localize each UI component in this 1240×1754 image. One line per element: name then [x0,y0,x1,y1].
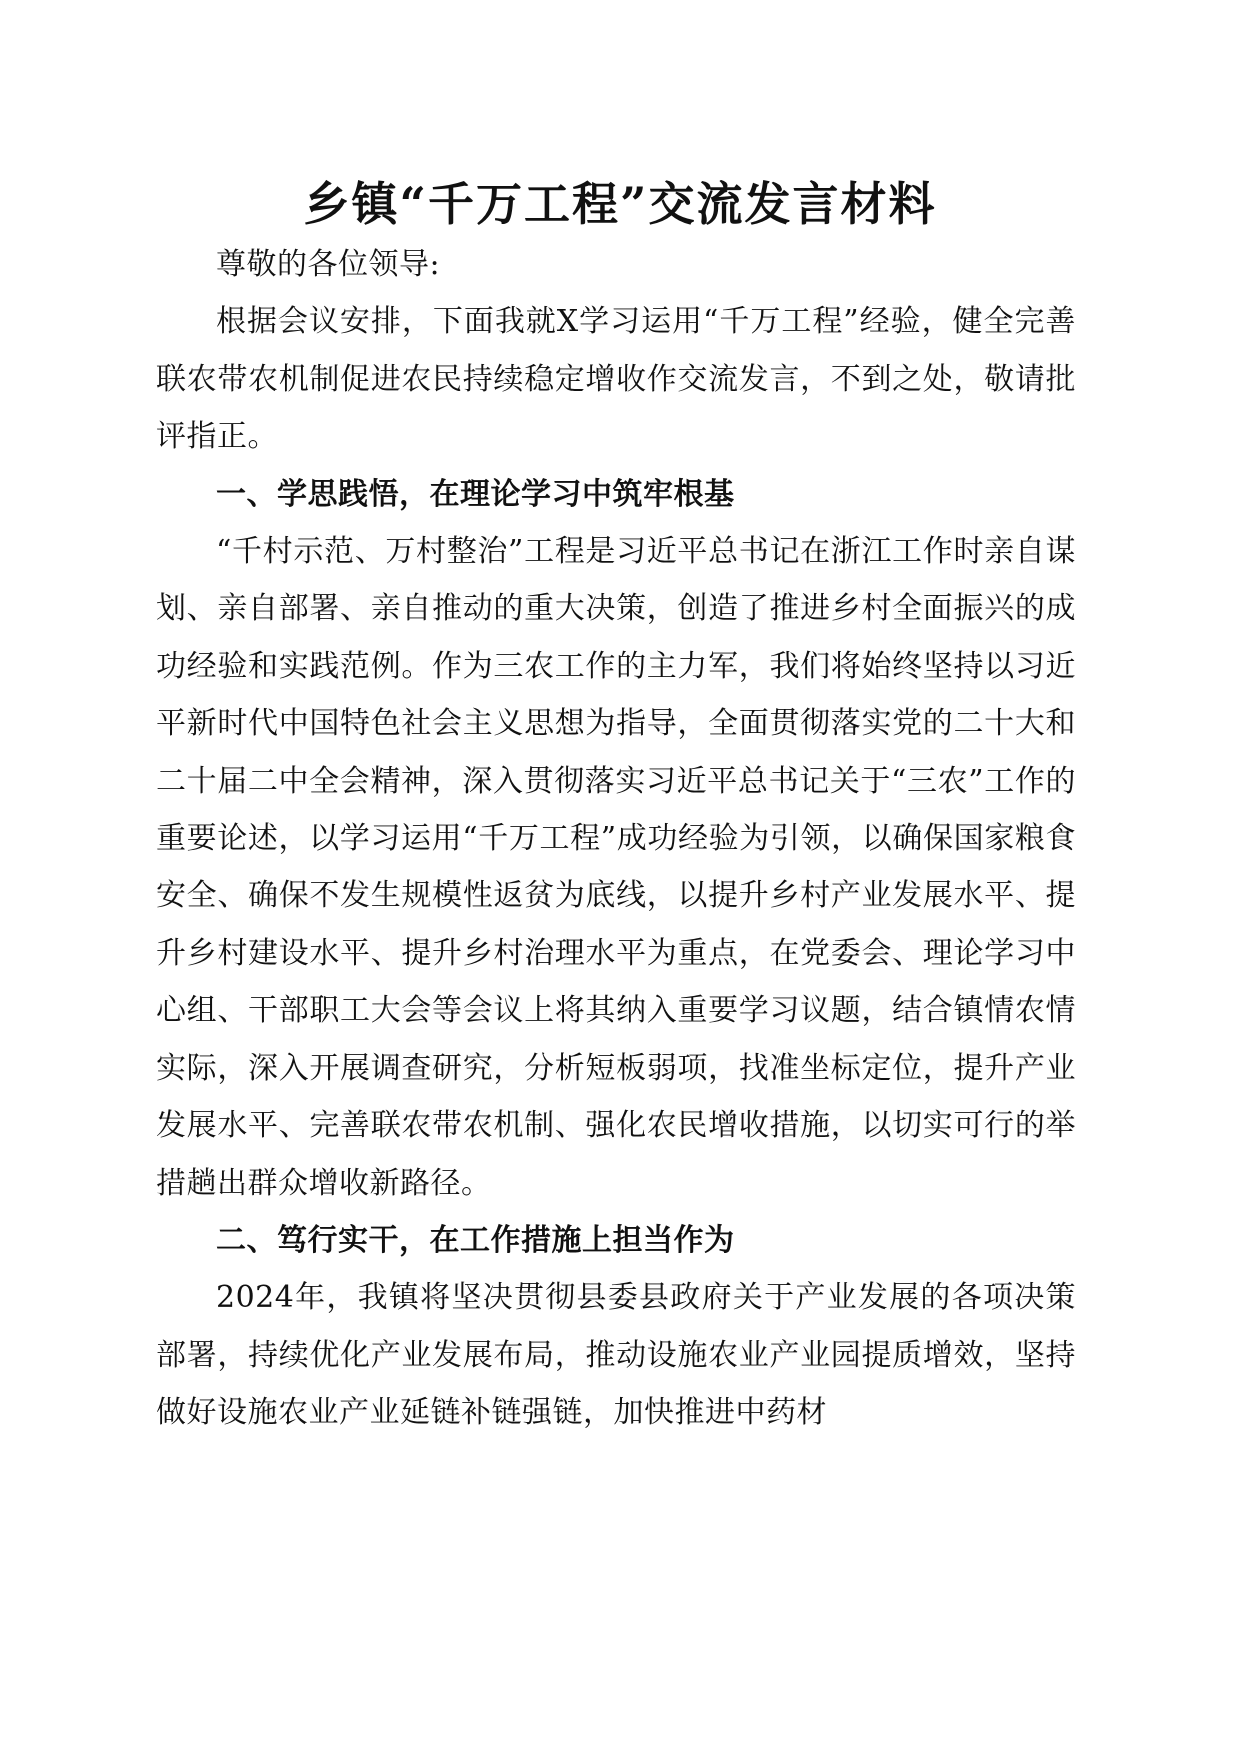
section-heading-2: 二、笃行实干，在工作措施上担当作为 [216,1222,735,1258]
document-body [156,236,1076,1442]
section-paragraph-2: 2024年，我镇将坚决贯彻县委县政府关于产业发展的各项决策部署，持续优化产业发展布局，推动设施农业产业园提质增效，坚持做好设施农业产业延链补链强链，加快推进中药材 [156,1280,1076,1431]
document-title: 乡镇“千万工程”交流发言材料 [303,177,937,231]
section-heading-1: 一、学思践悟，在理论学习中筑牢根基 [216,476,735,512]
section-paragraph-1: “千村示范、万村整治”工程是习近平总书记在浙江工作时亲自谋划、亲自部署、亲自推动的重大决策，创造了推进乡村全面振兴的成功经验和实践范例。作为三农工作的主力军，我们将始终坚持以习近平新时代中国特色社会主义思想为指导，全面贯彻落实党的二十大和二十届二中全会精神，深入贯彻落实习近平总书记关于“三农”工作的重要论述，以学习运用“千万工程”成功经验为引领，以确保国家粮食安全、确保不发生规模性返贫为底线，以提升乡村产业发展水平、提升乡村建设水平、提升乡村治理水平为重点，在党委会、理论学习中心组、干部职工大会等会议上将其纳入重要学习议题，结合镇情农情实际，深入开展调查研究，分析短板弱项，找准坐标定位，提升产业发展水平、完善联农带农机制、强化农民增收措施，以切实可行的举措趟出群众增收新路径。 [156,534,1076,1201]
salutation: 尊敬的各位领导: [216,247,441,282]
intro-paragraph: 根据会议安排，下面我就X学习运用“千万工程”经验，健全完善联农带农机制促进农民持续稳定增收作交流发言，不到之处，敬请批评指正。 [156,304,1076,455]
